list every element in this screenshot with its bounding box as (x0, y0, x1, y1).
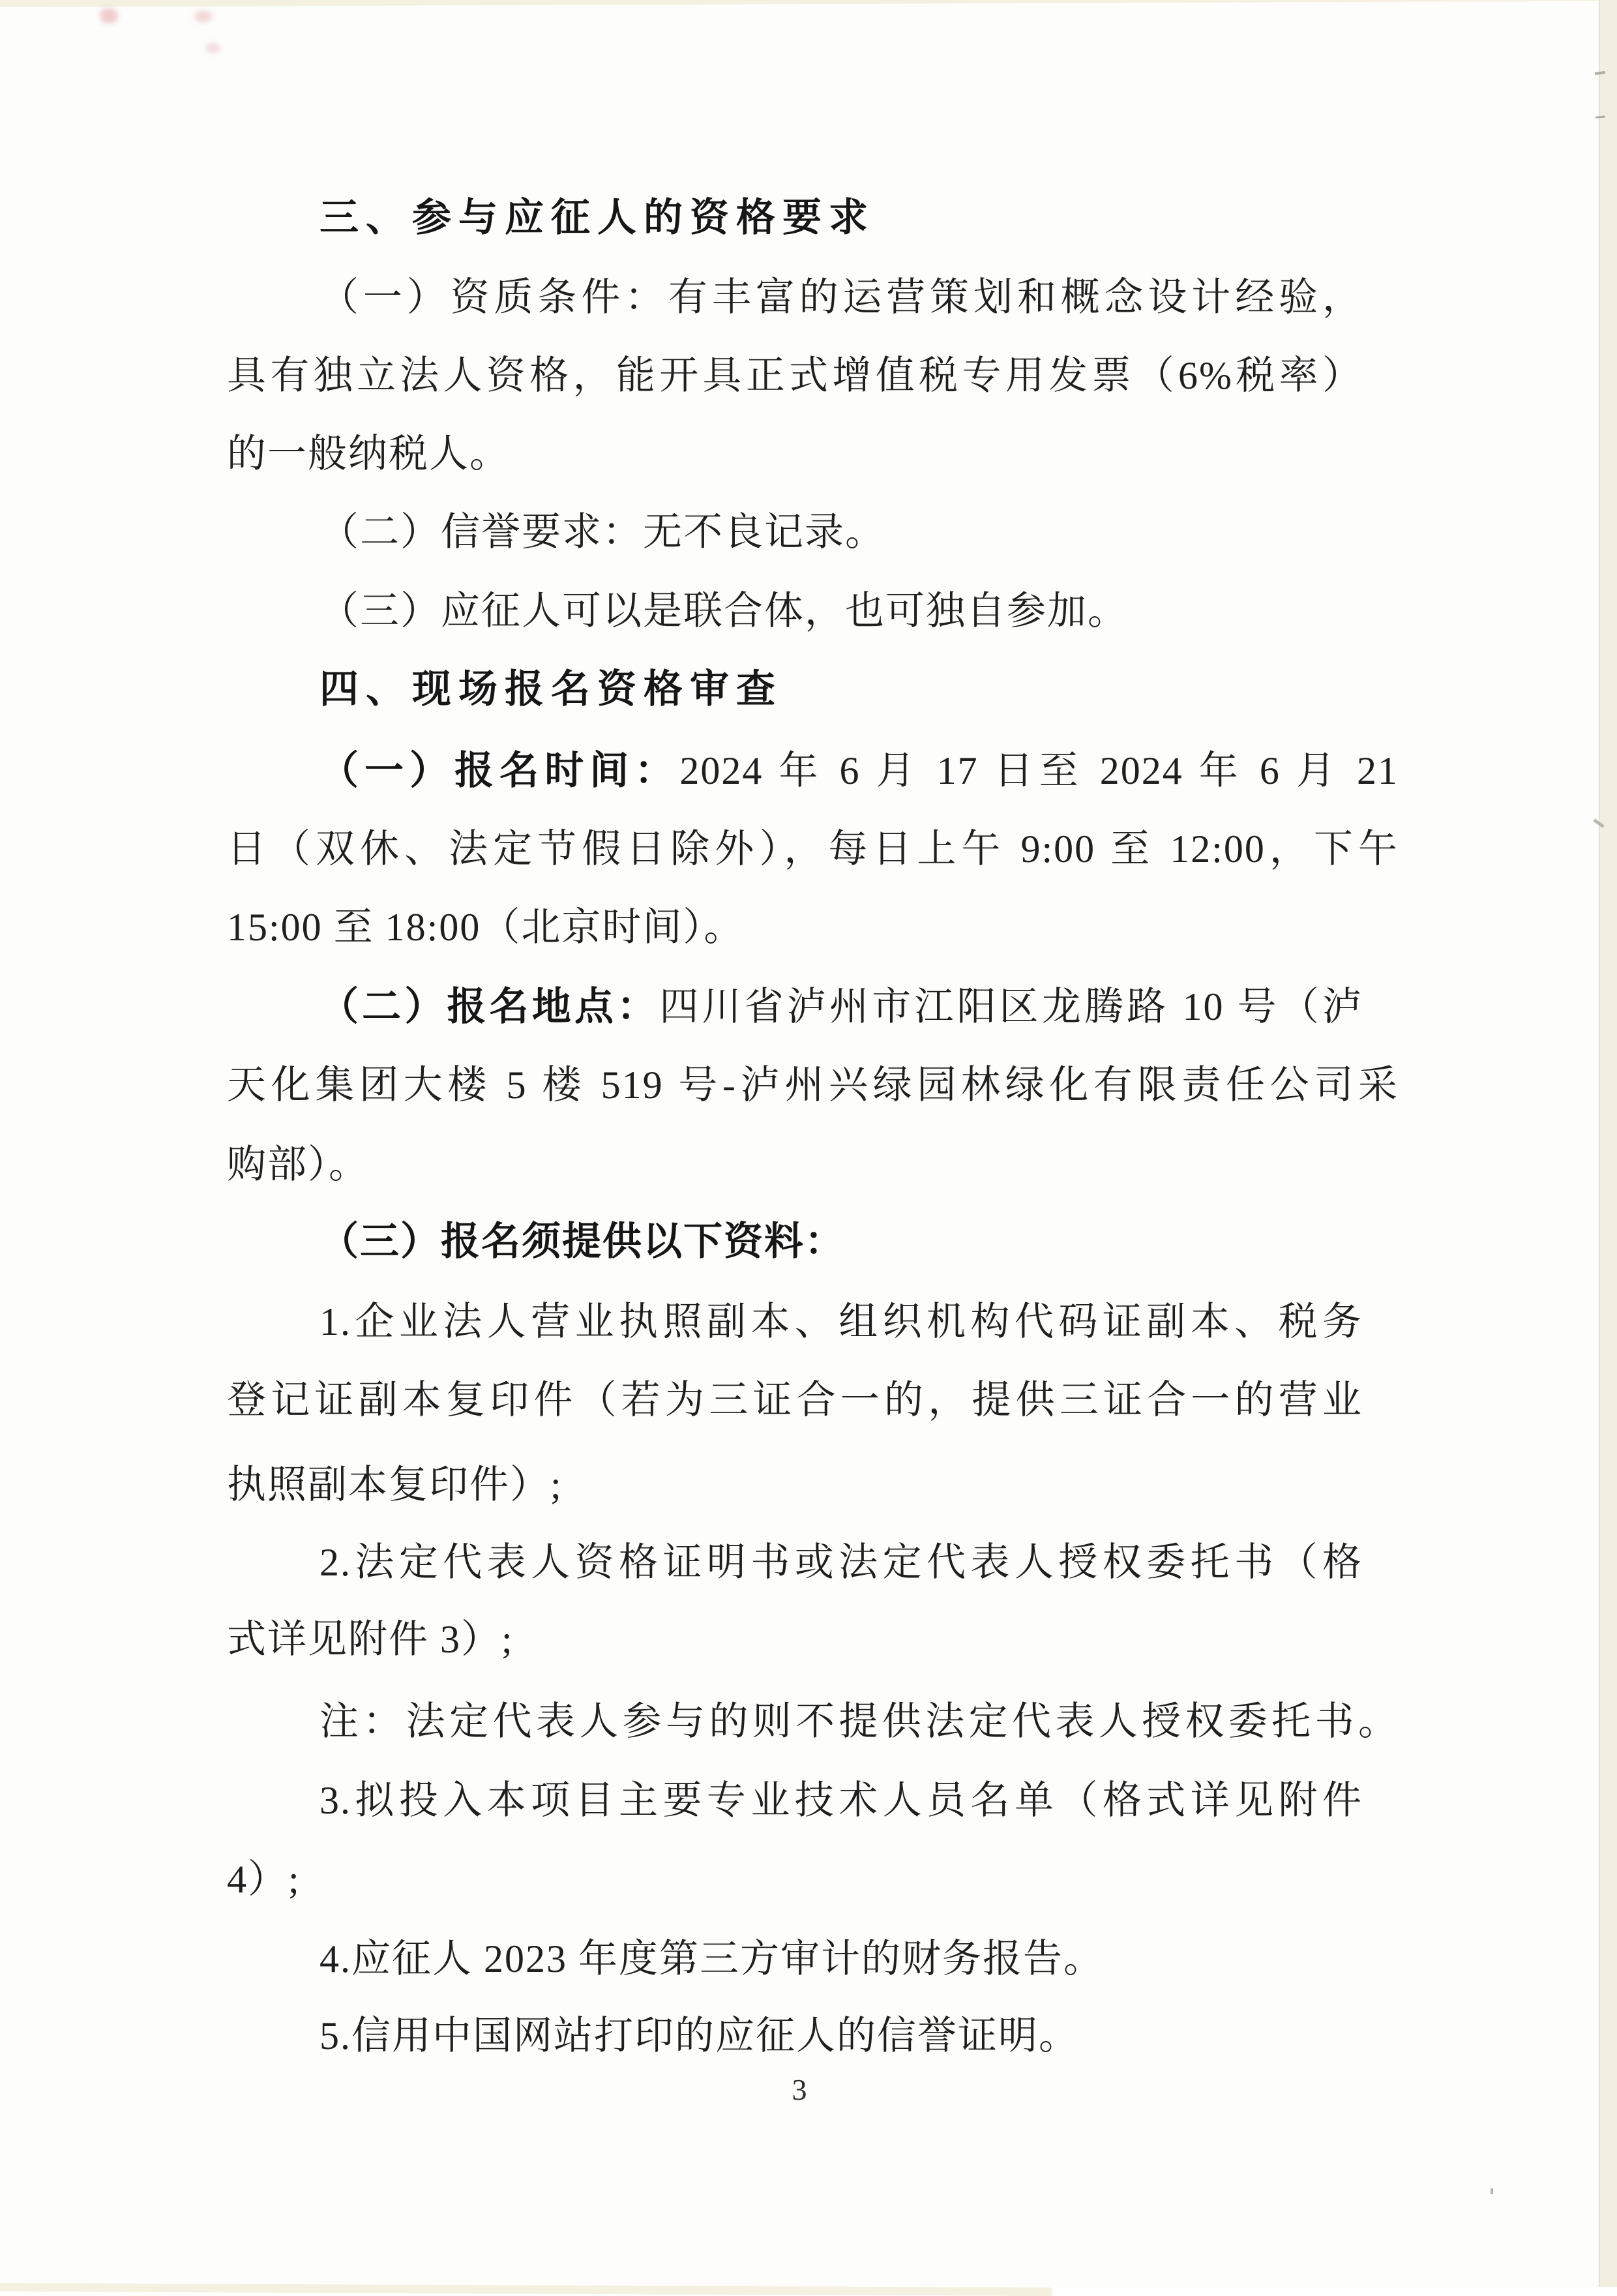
line-text: 3.拟投入本项目主要专业技术人员名单（格式详见附件 (319, 1779, 1363, 1822)
page-number: 3 (792, 2073, 807, 2106)
red-smudge (194, 10, 213, 22)
para-signup-location-line-1 (319, 987, 1363, 1028)
para-material-4 (319, 1939, 1104, 1980)
heading-text: 四、现场报名资格审查 (319, 668, 782, 711)
para-qualification-line-1 (319, 277, 1363, 319)
para-material-3-line-2 (227, 1859, 301, 1901)
line-text: 式详见附件 3）; (227, 1618, 514, 1661)
para-material-2-line-2 (227, 1619, 514, 1661)
line-text: 的一般纳税人。 (227, 432, 510, 475)
line-text: 四川省泸州市江阳区龙腾路 10 号（泸 (659, 985, 1363, 1028)
line-text: 具有独立法人资格，能开具正式增值税专用发票（6%税率） (227, 354, 1363, 397)
line-text: 4.应征人 2023 年度第三方审计的财务报告。 (319, 1937, 1104, 1980)
para-signup-location-line-2 (227, 1065, 1399, 1107)
section-heading-4 (319, 669, 782, 711)
para-material-5 (319, 2016, 1079, 2057)
line-text: 日（双休、法定节假日除外），每日上午 9:00 至 12:00，下午 (227, 827, 1399, 871)
subheading-required-materials (319, 1221, 845, 1263)
para-signup-time-line-2 (227, 829, 1399, 871)
line-text: 4）; (227, 1858, 301, 1901)
heading-text: 三、参与应征人的资格要求 (319, 196, 875, 239)
scan-edge-bottom (0, 2283, 1052, 2296)
heading-text: （三）报名须提供以下资料： (319, 1220, 845, 1263)
line-text: 天化集团大楼 5 楼 519 号-泸州兴绿园林绿化有限责任公司采 (227, 1064, 1399, 1107)
line-text: （三）应征人可以是联合体，也可独自参加。 (319, 589, 1128, 633)
red-smudge (100, 8, 118, 23)
line-text: 2.法定代表人资格证明书或法定代表人授权委托书（格 (319, 1541, 1363, 1584)
para-material-1-line-2 (227, 1380, 1363, 1422)
line-text: （二）信誉要求：无不良记录。 (319, 511, 885, 554)
para-consortium (319, 591, 1128, 633)
line-text: 登记证副本复印件（若为三证合一的，提供三证合一的营业 (227, 1379, 1363, 1422)
para-signup-location-line-3 (227, 1144, 369, 1186)
para-material-3-line-1 (319, 1780, 1363, 1822)
para-material-1-line-3 (227, 1465, 563, 1506)
para-material-note (319, 1701, 1399, 1743)
line-text: 购部）。 (227, 1143, 369, 1186)
signup-time-label: （一）报名时间： (319, 749, 680, 792)
line-text: 2024 年 6 月 17 日至 2024 年 6 月 21 (679, 749, 1399, 792)
scan-edge-right (1599, 0, 1617, 2287)
para-qualification-line-3 (227, 434, 510, 475)
red-smudge (206, 43, 220, 53)
para-signup-time-line-1 (319, 751, 1399, 792)
line-text: （一）资质条件：有丰富的运营策划和概念设计经验， (319, 276, 1363, 319)
para-qualification-line-2 (227, 355, 1363, 397)
para-credit-requirement (319, 512, 885, 554)
para-signup-time-line-3 (227, 907, 744, 949)
para-material-2-line-1 (319, 1542, 1363, 1584)
line-text: 1.企业法人营业执照副本、组织机构代码证副本、税务 (319, 1300, 1363, 1343)
signup-location-label: （二）报名地点： (319, 985, 660, 1028)
line-text: 15:00 至 18:00（北京时间）。 (227, 906, 745, 949)
scan-edge-top (0, 0, 1605, 7)
section-heading-3 (319, 198, 875, 239)
line-text: 执照副本复印件）; (227, 1463, 563, 1506)
scan-speck (1491, 2188, 1493, 2194)
line-text: 注：法定代表人参与的则不提供法定代表人授权委托书。 (319, 1700, 1399, 1743)
para-material-1-line-1 (319, 1302, 1363, 1343)
line-text: 5.信用中国网站打印的应征人的信誉证明。 (319, 2014, 1079, 2057)
